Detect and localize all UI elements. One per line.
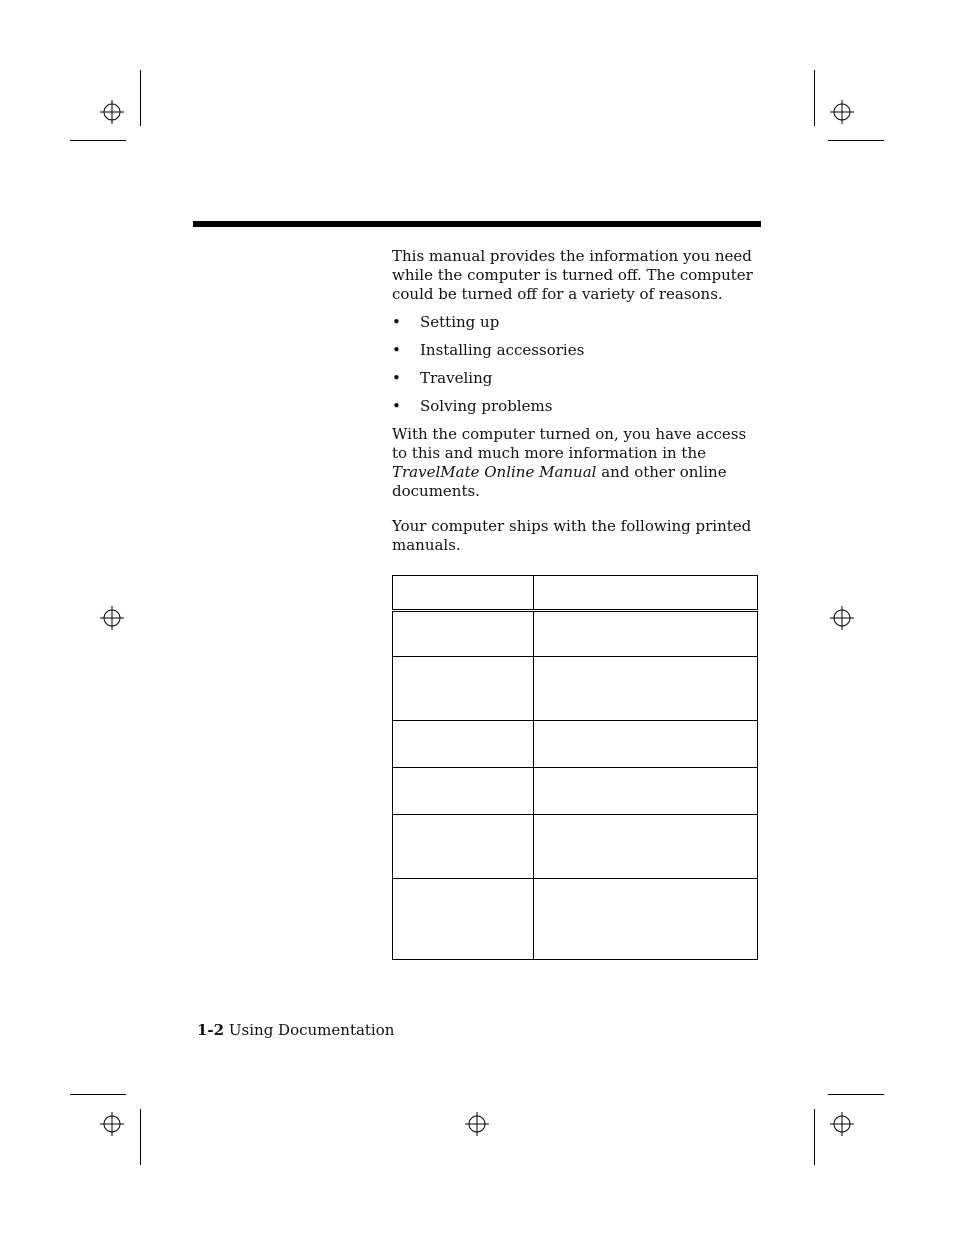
bullet-icon: •	[392, 369, 401, 387]
online-access-text-end: and other online documents.	[392, 463, 727, 500]
registration-mark-bottom-center-icon	[465, 1112, 489, 1136]
table-cell	[534, 611, 758, 657]
table-row	[393, 721, 758, 768]
table-header-cell	[393, 576, 534, 611]
crop-mark-bottom-right-horizontal	[828, 1094, 884, 1095]
table-cell	[534, 768, 758, 815]
table-cell	[393, 721, 534, 768]
table-cell	[393, 879, 534, 960]
body-column	[392, 247, 764, 555]
table-row	[393, 879, 758, 960]
list-item	[392, 341, 764, 360]
reasons-list	[392, 313, 764, 416]
table-cell	[534, 879, 758, 960]
page-footer	[197, 1021, 394, 1040]
section-heading-rule	[193, 221, 761, 227]
page-number: 1-2	[197, 1021, 225, 1039]
list-item	[392, 397, 764, 416]
registration-mark-middle-right-icon	[830, 606, 854, 630]
online-access-text-start: With the computer turned on, you have access to this and much more information in the	[392, 425, 747, 462]
bullet-icon: •	[392, 341, 401, 359]
printed-manuals-table	[392, 575, 758, 960]
bullet-icon: •	[392, 313, 401, 331]
list-item	[392, 313, 764, 332]
table-header-row	[393, 576, 758, 611]
table-cell	[534, 815, 758, 879]
footer-section-title: Using Documentation	[228, 1021, 395, 1039]
table-row	[393, 611, 758, 657]
registration-mark-top-right-icon	[830, 100, 854, 124]
printed-manuals-paragraph: Your computer ships with the following printed manuals.	[392, 517, 752, 554]
crop-mark-top-right-horizontal	[828, 140, 884, 141]
bullet-icon: •	[392, 397, 401, 415]
online-access-paragraph	[392, 425, 764, 501]
crop-mark-bottom-left-vertical	[140, 1109, 141, 1165]
crop-mark-top-left-vertical	[140, 70, 141, 126]
list-item	[392, 369, 764, 388]
table-header-cell	[534, 576, 758, 611]
table-row	[393, 657, 758, 721]
crop-mark-bottom-left-horizontal	[70, 1094, 126, 1095]
intro-paragraph: This manual provides the information you need while the computer is turned off. The computer could be turned off for a variety of reasons.	[392, 247, 753, 303]
list-item-label: Installing accessories	[420, 341, 585, 359]
table-cell	[393, 611, 534, 657]
registration-mark-middle-left-icon	[100, 606, 124, 630]
list-item-label: Setting up	[420, 313, 500, 331]
table-cell	[534, 657, 758, 721]
table-cell	[534, 721, 758, 768]
table-cell	[393, 815, 534, 879]
list-item-label: Traveling	[420, 369, 493, 387]
list-item-label: Solving problems	[420, 397, 553, 415]
table-cell	[393, 768, 534, 815]
crop-mark-top-left-horizontal	[70, 140, 126, 141]
registration-mark-top-left-icon	[100, 100, 124, 124]
registration-mark-bottom-left-icon	[100, 1112, 124, 1136]
table-cell	[393, 657, 534, 721]
registration-mark-bottom-right-icon	[830, 1112, 854, 1136]
online-manual-title: TravelMate Online Manual	[392, 463, 597, 481]
table-row	[393, 768, 758, 815]
crop-mark-top-right-vertical	[814, 70, 815, 126]
crop-mark-bottom-right-vertical	[814, 1109, 815, 1165]
table-row	[393, 815, 758, 879]
